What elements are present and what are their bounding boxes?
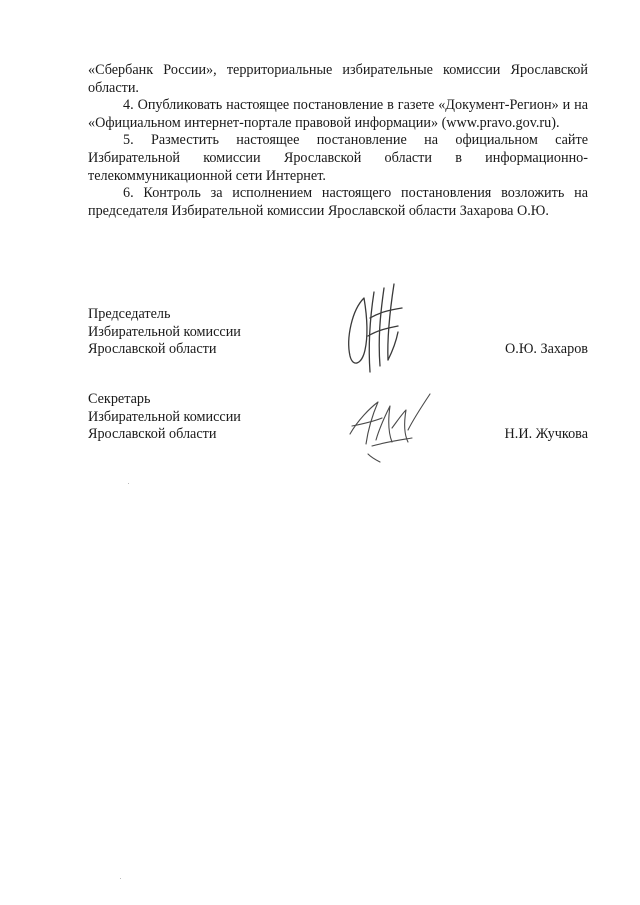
paragraph-item-5: 5. Разместить настоящее постановление на официальном сайте Избирательной комиссии Ярославской области в информационно-телекоммуникационной сети Интернет. bbox=[88, 132, 588, 184]
chair-role-line-1: Председатель bbox=[88, 306, 171, 322]
paragraph-item-4: 4. Опубликовать настоящее постановление в газете «Документ-Регион» и на «Официальном интернет-портале правовой информации» (www.pravo.gov.ru). bbox=[88, 97, 588, 131]
scan-speck bbox=[120, 878, 121, 879]
secretary-handwritten-signature bbox=[342, 384, 442, 464]
document-body bbox=[88, 62, 588, 220]
secretary-role-line-1: Секретарь bbox=[88, 391, 151, 407]
secretary-name: Н.И. Жучкова bbox=[504, 426, 588, 442]
chair-role-line-2: Избирательной комиссии bbox=[88, 323, 241, 340]
chair-role-line-3: Ярославской области bbox=[88, 341, 217, 358]
secretary-role-line-2: Избирательной комиссии bbox=[88, 408, 241, 425]
chair-handwritten-signature bbox=[334, 280, 414, 380]
secretary-role-line-3: Ярославской области bbox=[88, 426, 217, 443]
chair-name: О.Ю. Захаров bbox=[505, 341, 588, 357]
secretary-signature-block bbox=[88, 391, 588, 444]
paragraph-continuation: «Сбербанк России», территориальные избирательные комиссии Ярославской области. bbox=[88, 62, 588, 96]
paragraph-item-6: 6. Контроль за исполнением настоящего постановления возложить на председателя Избирательной комиссии Ярославской области Захарова О.Ю. bbox=[88, 185, 588, 219]
scan-speck bbox=[128, 483, 129, 484]
